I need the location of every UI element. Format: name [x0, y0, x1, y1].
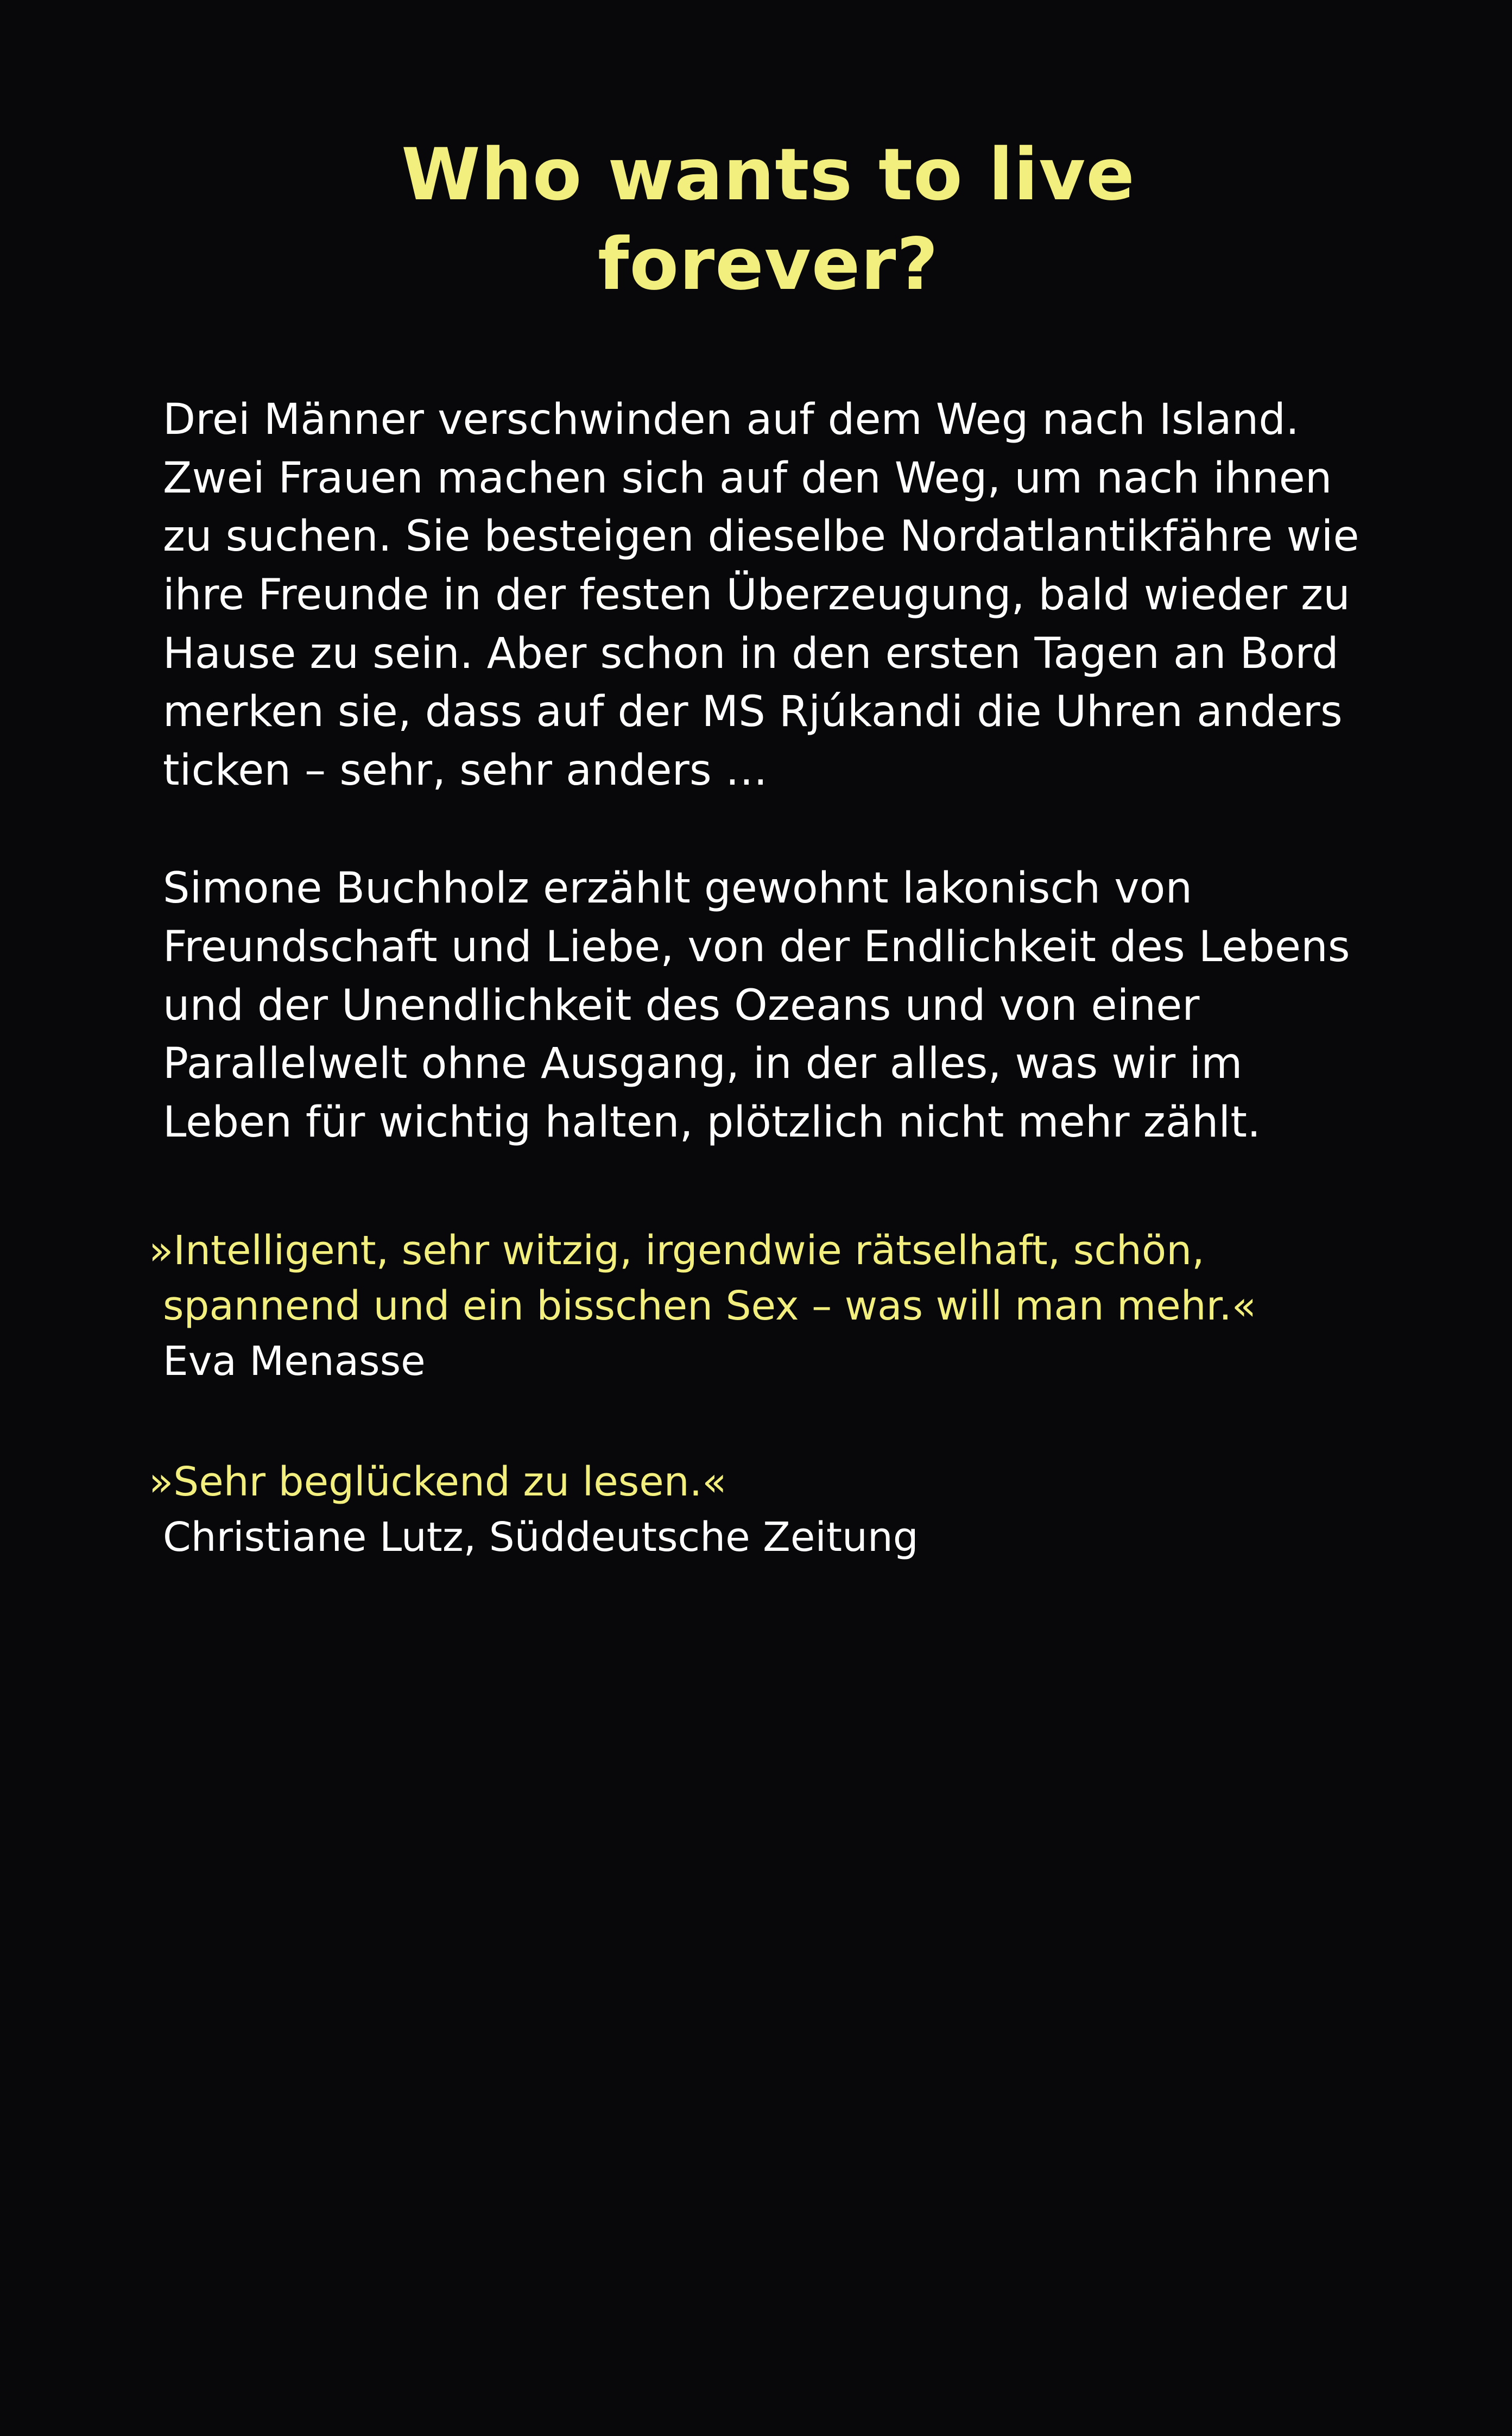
press-quote-2-source: Christiane Lutz, Süddeutsche Zeitung	[163, 1513, 919, 1561]
press-quote-1-text: »Intelligent, sehr witzig, irgendwie rätselhaft, schön, spannend und ein bisschen Sex – was will man mehr.«	[149, 1227, 1257, 1329]
press-quote-1-source: Eva Menasse	[163, 1337, 426, 1385]
page-title-line-1: Who wants to live	[401, 133, 1135, 217]
press-quote-1	[149, 1223, 1374, 1389]
blurb-paragraph-2: Simone Buchholz erzählt gewohnt lakonisch von Freundschaft und Liebe, von der Endlichkeit des Lebens und der Unendlichkeit des Ozeans und von einer Parallelwelt ohne Ausgang, in der alles, was wir im Leben für wichtig halten, plötzlich nicht mehr zählt.	[163, 864, 1350, 1147]
press-quote-2	[149, 1454, 1374, 1565]
page-title-line-2: forever?	[598, 223, 939, 306]
cover-content	[149, 130, 1374, 1565]
page-title	[163, 130, 1374, 310]
blurb-paragraph-1: Drei Männer verschwinden auf dem Weg nach Island. Zwei Frauen machen sich auf den Weg, um nach ihnen zu suchen. Sie besteigen dieselbe Nordatlantikfähre wie ihre Freunde in der festen Überzeugung, bald wieder zu Hause zu sein. Aber schon in den ersten Tagen an Bord merken sie, dass auf der MS Rjúkandi die Uhren anders ticken – sehr, sehr anders …	[163, 395, 1359, 795]
press-quote-2-text: »Sehr beglückend zu lesen.«	[149, 1458, 727, 1505]
blurb	[163, 391, 1374, 1152]
